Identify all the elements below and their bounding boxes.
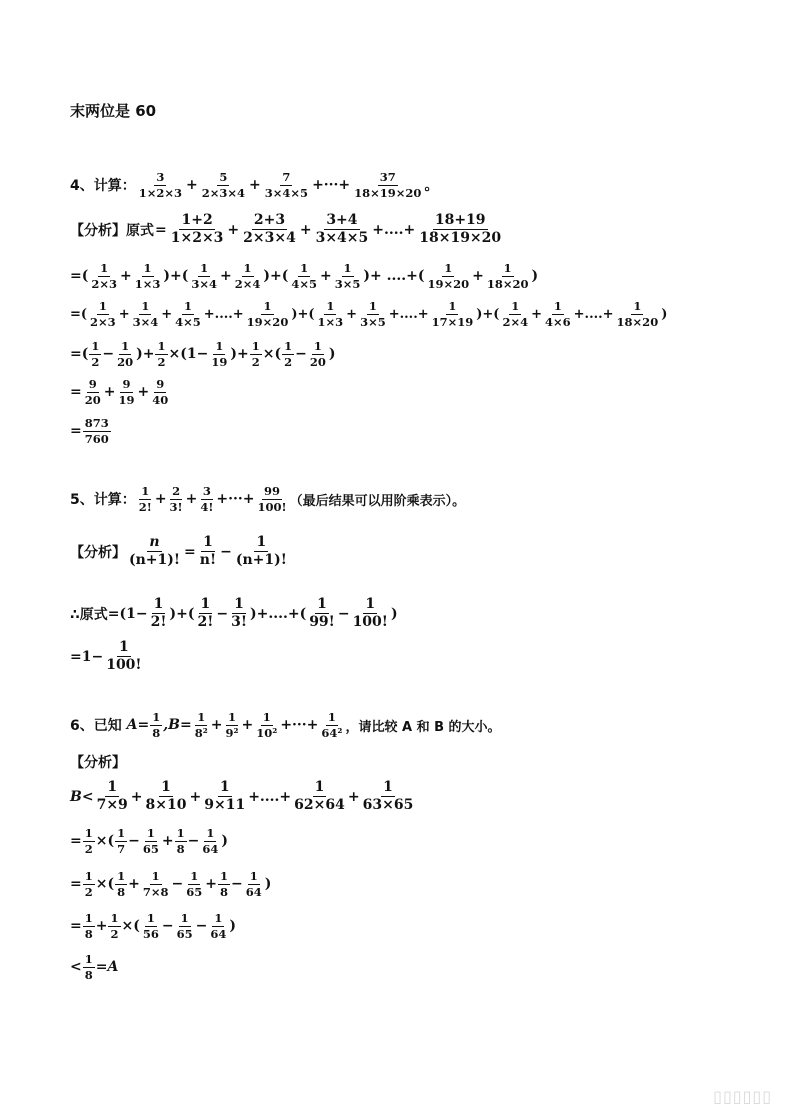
fraction: $\frac{7}{3\times 4\times 5}$ xyxy=(264,170,309,200)
fraction: $\frac{1}{3\times 5}$ xyxy=(360,299,386,329)
q4-analysis: 【分析】原式 = $\frac{1+2}{1\times 2\times 3}$ + $\frac{2+3}{2\times 3\times 4}$ + $\frac{3+4}{3\times 4\times 5}$ +....+ $\frac{18+19}{18\times 19\times 20}$ xyxy=(70,212,502,247)
fraction: $\frac{2+3}{2\times 3\times 4}$ xyxy=(243,212,296,247)
fraction: $\frac{1}{7\times 8}$ xyxy=(142,869,169,899)
fraction: $\frac{3}{1\times 2\times 3}$ xyxy=(138,170,183,200)
fraction: $\frac{3+4}{3\times 4\times 5}$ xyxy=(315,212,369,247)
fraction: $\frac{1}{2}$ xyxy=(157,339,166,369)
fraction: $\frac{18+19}{18\times 19\times 20}$ xyxy=(419,212,502,247)
fraction: $\frac{1}{\text{8²}}$ xyxy=(194,710,208,740)
q6-step2: = $\frac{1}{2}$ ×( $\frac{1}{7}$ − $\frac{1}{65}$ + $\frac{1}{8}$ − $\frac{1}{64}$ ) xyxy=(70,826,228,856)
fraction: $\frac{1}{7\times 9}$ xyxy=(96,779,128,814)
fraction: $\frac{1}{65}$ xyxy=(186,869,203,899)
fraction: $\frac{1}{9\times 11}$ xyxy=(204,779,246,814)
fraction: $\frac{1}{\text{10²}}$ xyxy=(256,710,278,740)
header-text: 末两位是 60 xyxy=(70,102,157,120)
q4-step4: = $\frac{9}{20}$ + $\frac{9}{19}$ + $\frac{9}{40}$ xyxy=(70,377,169,407)
fraction: $\frac{1}{2\times 4}$ xyxy=(502,299,529,329)
fraction: $\frac{1}{4\times 6}$ xyxy=(545,299,571,329)
q4-step1: =( $\frac{1}{2\times 3}$ + $\frac{1}{1\times 3}$ )+( $\frac{1}{3\times 4}$ + $\frac{1}{2\times 4}$ )+( $\frac{1}{4\times 5}$ + $\frac{1}{3\times 5}$ ) + ....+ ( $\frac{1}{19\times 20}$ + $\frac{1}{18\times 20}$ ) xyxy=(70,261,539,291)
fraction: $\frac{1}{2}$ xyxy=(251,339,260,369)
fraction: $\frac{1}{8}$ xyxy=(84,952,93,982)
fraction: $\frac{1}{2\times 3}$ xyxy=(90,299,116,329)
fraction: $\frac{1}{62\times 64}$ xyxy=(294,779,345,814)
q6-step1: B < $\frac{1}{7\times 9}$ + $\frac{1}{8\times 10}$ + $\frac{1}{9\times 11}$ +....+ $\frac{1}{62\times 64}$ + $\frac{1}{63\times 65}$ xyxy=(70,779,414,814)
fraction: $\frac{1}{2\times 3}$ xyxy=(91,261,117,291)
q6-analysis-label: 【分析】 xyxy=(70,755,126,771)
q5-problem: 5、计算： $\frac{1}{2!}$ + $\frac{2}{3!}$ + $\frac{3}{4!}$ +···+ $\frac{99}{100!}$ （最后结果可以用阶乘表示）。 xyxy=(70,484,466,514)
fraction: $\frac{9}{19}$ xyxy=(118,377,135,407)
q6-result: < $\frac{1}{8}$ = A xyxy=(70,952,119,982)
fraction: $\frac{1}{4\times 5}$ xyxy=(291,261,317,291)
fraction: $\frac{1}{4\times 5}$ xyxy=(175,299,201,329)
fraction: $\frac{1}{\text{9²}}$ xyxy=(225,710,239,740)
q5-identity: 【分析】 $\frac{n}{(n+1)!}$ = $\frac{1}{n!}$ − $\frac{1}{(n+1)!}$ xyxy=(70,534,287,569)
fraction: $\frac{1}{99!}$ xyxy=(309,596,335,631)
fraction: $\frac{1}{19\times 20}$ xyxy=(246,299,289,329)
fraction: $\frac{1}{2}$ xyxy=(91,339,100,369)
fraction: $\frac{1}{20}$ xyxy=(309,339,326,369)
fraction: $\frac{1}{20}$ xyxy=(117,339,134,369)
fraction: $\frac{1}{65}$ xyxy=(176,911,193,941)
fraction: $\frac{1}{100!}$ xyxy=(106,639,142,674)
fraction: $\frac{3}{4!}$ xyxy=(200,484,214,514)
fraction: $\frac{1}{2!}$ xyxy=(197,596,214,631)
fraction: $\frac{1}{2\times 4}$ xyxy=(234,261,261,291)
q6-step4: = $\frac{1}{8}$ + $\frac{1}{2}$ ×( $\frac{1}{56}$ − $\frac{1}{65}$ − $\frac{1}{64}$ ) xyxy=(70,911,236,941)
q4-problem: 4、计算： $\frac{3}{1\times 2\times 3}$ + $\frac{5}{2\times 3\times 4}$ + $\frac{7}{3\times 4\times 5}$ +···+ $\frac{37}{18\times 19\times 20}$ 。 xyxy=(70,170,439,200)
q4-step2: =( $\frac{1}{2\times 3}$ + $\frac{1}{3\times 4}$ + $\frac{1}{4\times 5}$ +....+ $\frac{1}{19\times 20}$ )+( $\frac{1}{1\times 3}$ + $\frac{1}{3\times 5}$ +....+ $\frac{1}{17\times 19}$ )+( $\frac{1}{2\times 4}$ + $\frac{1}{4\times 6}$ +....+ $\frac{1}{18\times 20}$ ) xyxy=(70,299,668,329)
fraction: $\frac{2}{3!}$ xyxy=(169,484,183,514)
fraction: $\frac{9}{40}$ xyxy=(152,377,169,407)
q5-result: =1− $\frac{1}{100!}$ xyxy=(70,639,142,674)
q5-step1: ∴原式 =(1− $\frac{1}{2!}$ )+( $\frac{1}{2!}$ − $\frac{1}{3!}$ ) +....+ ( $\frac{1}{99!}$ − $\frac{1}{100!}$ ) xyxy=(70,596,398,631)
q4-result: = $\frac{873}{760}$ xyxy=(70,416,109,446)
fraction: $\frac{1}{8}$ xyxy=(219,869,228,899)
fraction: $\frac{37}{18\times 19\times 20}$ xyxy=(354,170,422,200)
fraction: $\frac{1}{n!}$ xyxy=(199,534,217,569)
fraction: $\frac{1}{8}$ xyxy=(152,710,161,740)
fraction: $\frac{1}{\text{64²}}$ xyxy=(321,710,343,740)
fraction: $\frac{1}{17\times 19}$ xyxy=(431,299,474,329)
fraction: $\frac{1}{2}$ xyxy=(84,869,93,899)
fraction: $\frac{1}{65}$ xyxy=(142,826,159,856)
fraction: $\frac{1}{2!}$ xyxy=(138,484,152,514)
fraction: $\frac{1}{8\times 10}$ xyxy=(145,779,187,814)
q4-step3: =( $\frac{1}{2}$ − $\frac{1}{20}$ )+ $\frac{1}{2}$ ×(1− $\frac{1}{19}$ )+ $\frac{1}{2}$ ×( $\frac{1}{2}$ − $\frac{1}{20}$ ) xyxy=(70,339,336,369)
fraction: $\frac{1}{100!}$ xyxy=(352,596,388,631)
fraction: $\frac{1}{18\times 20}$ xyxy=(486,261,529,291)
fraction: $\frac{1}{8}$ xyxy=(176,826,185,856)
fraction: $\frac{1}{19}$ xyxy=(211,339,228,369)
fraction: $\frac{1}{3\times 4}$ xyxy=(191,261,217,291)
fraction: $\frac{1}{7}$ xyxy=(117,826,126,856)
q6-problem: 6、已知 A = $\frac{1}{8}$ ,B = $\frac{1}{\text{8²}}$ + $\frac{1}{\text{9²}}$ + $\frac{1}{\text{10²}}$ +···+ $\frac{1}{\text{64²}}$ ，请比较 A 和 B 的大小。 xyxy=(70,710,501,740)
fraction: $\frac{99}{100!}$ xyxy=(257,484,287,514)
fraction: $\frac{1+2}{1\times 2\times 3}$ xyxy=(170,212,224,247)
fraction: $\frac{1}{(n+1)!}$ xyxy=(235,534,287,569)
fraction: $\frac{1}{64}$ xyxy=(202,826,219,856)
fraction: $\frac{n}{(n+1)!}$ xyxy=(129,534,181,569)
fraction: $\frac{1}{2}$ xyxy=(284,339,293,369)
fraction: $\frac{1}{2!}$ xyxy=(150,596,167,631)
fraction: $\frac{1}{3\times 4}$ xyxy=(132,299,159,329)
fraction: $\frac{1}{56}$ xyxy=(142,911,159,941)
fraction: $\frac{1}{63\times 65}$ xyxy=(362,779,414,814)
fraction: $\frac{1}{64}$ xyxy=(245,869,262,899)
fraction: $\frac{1}{1\times 3}$ xyxy=(317,299,344,329)
watermark: ▯▯▯▯▯▯ xyxy=(713,1087,772,1106)
fraction: $\frac{1}{64}$ xyxy=(210,911,227,941)
fraction: $\frac{873}{760}$ xyxy=(84,416,109,446)
fraction: $\frac{1}{1\times 3}$ xyxy=(134,261,161,291)
fraction: $\frac{1}{3!}$ xyxy=(231,596,247,631)
fraction: $\frac{5}{2\times 3\times 4}$ xyxy=(201,170,246,200)
fraction: $\frac{9}{20}$ xyxy=(84,377,101,407)
fraction: $\frac{1}{8}$ xyxy=(117,869,126,899)
fraction: $\frac{1}{3\times 5}$ xyxy=(334,261,361,291)
fraction: $\frac{1}{19\times 20}$ xyxy=(427,261,470,291)
fraction: $\frac{1}{2}$ xyxy=(84,826,93,856)
fraction: $\frac{1}{18\times 20}$ xyxy=(616,299,659,329)
fraction: $\frac{1}{2}$ xyxy=(110,911,119,941)
fraction: $\frac{1}{8}$ xyxy=(84,911,93,941)
q4-prompt: 4、计算： xyxy=(70,178,136,195)
q6-step3: = $\frac{1}{2}$ ×( $\frac{1}{8}$ + $\frac{1}{7\times 8}$ − $\frac{1}{65}$ + $\frac{1}{8}$ − $\frac{1}{64}$ ) xyxy=(70,869,272,899)
